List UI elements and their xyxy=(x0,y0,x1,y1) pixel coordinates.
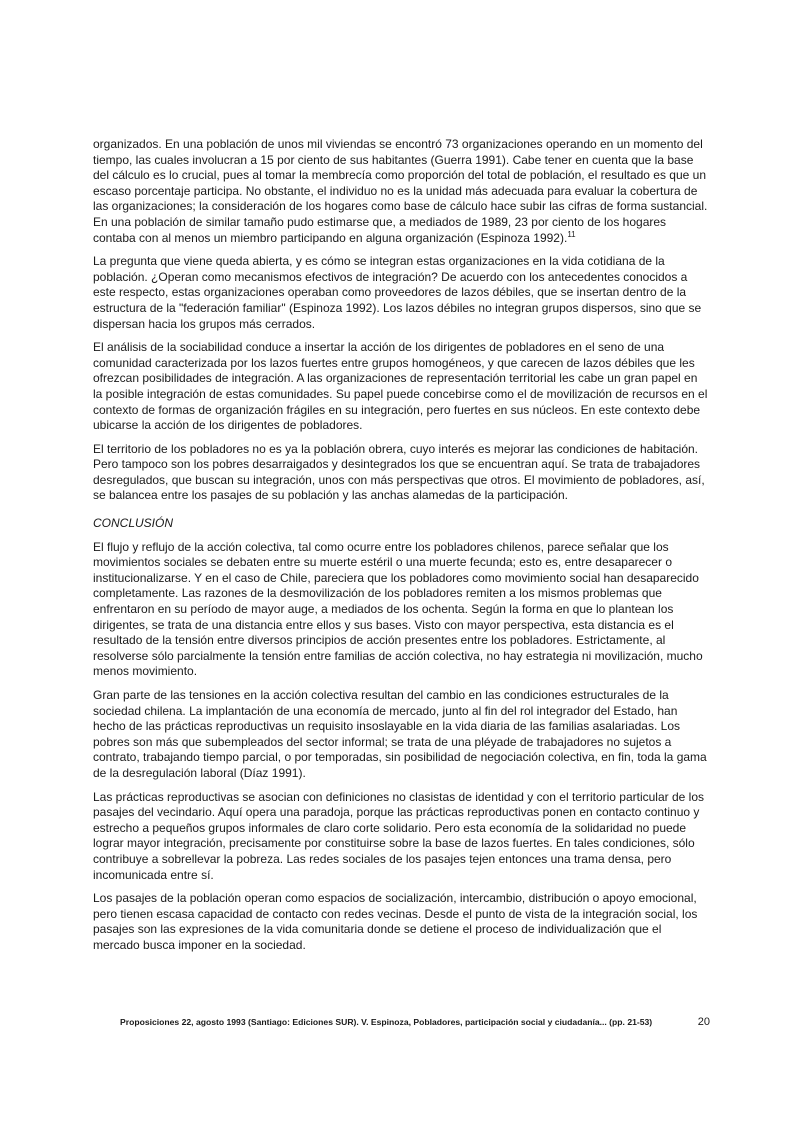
page-number: 20 xyxy=(697,1016,710,1028)
paragraph-2: La pregunta que viene queda abierta, y es cómo se integran estas organizaciones en la vida cotidiana de la población. ¿Operan como mecanismos efectivos de integración? De acuerdo con los antecedentes conocidos a este respecto, estas organizaciones operaban como proveedores de lazos débiles, que se insertan dentro de la estructura de la "federación familiar" (Espinoza 1992). Los lazos débiles no integran grupos dispersos, sino que se dispersan hacia los grupos más cerrados. xyxy=(93,254,702,331)
paragraph-8: Los pasajes de la población operan como espacios de socialización, intercambio, distribución o apoyo emocional, pero tienen escasa capacidad de contacto con redes vecinas. Desde el punto de vista de la integración social, los pasajes son las expresiones de la vida comunitaria donde se detiene el proceso de individualización que el mercado busca imponer en la sociedad. xyxy=(93,891,698,952)
paragraph-1 xyxy=(93,137,709,246)
section-heading: CONCLUSIÓN xyxy=(93,516,174,531)
footer-citation: Proposiciones 22, agosto 1993 (Santiago: Ediciones SUR). V. Espinoza, Pobladores, participación social y ciudadanía... (pp. 21-53) xyxy=(120,1017,653,1027)
document-body xyxy=(93,137,709,962)
paragraph-3: El análisis de la sociabilidad conduce a insertar la acción de los dirigentes de pobladores en el seno de una comunidad caracterizada por los lazos fuertes entre grupos homogéneos, y que carecen de lazos débiles que les ofrezcan posibilidades de integración. A las organizaciones de representación territorial les cabe un gran papel en la posible integración de estas comunidades. Su papel puede concebirse como el de movilización de recursos en el contexto de formas de organización frágiles en su integración, pero fuertes en sus núcleos. En este contexto debe ubicarse la acción de los dirigentes de pobladores. xyxy=(93,340,708,433)
paragraph-1-text: organizados. En una población de unos mil viviendas se encontró 73 organizaciones operando en un momento del tiempo, las cuales involucran a 15 por ciento de sus habitantes (Guerra 1991). Cabe tener en cuenta que la base del cálculo es lo crucial, pues al tomar la membrecía como proporción del total de población, el resultado es que un escaso porcentaje participa. No obstante, el individuo no es la unidad más adecuada para evaluar la cobertura de las organizaciones; la consideración de los hogares como base de cálculo hace subir las cifras de forma sustancial. En una población de similar tamaño pudo estimarse que, a mediados de 1989, 23 por ciento de los hogares contaba con al menos un miembro participando en alguna organización (Espinoza 1992). xyxy=(93,137,708,245)
footnote-marker: 11 xyxy=(567,229,576,239)
paragraph-4: El territorio de los pobladores no es ya la población obrera, cuyo interés es mejorar las condiciones de habitación. Pero tampoco son los pobres desarraigados y desintegrados los que se encuentran aquí. Se trata de trabajadores desregulados, que buscan su integración, unos con más perspectivas que otros. El movimiento de pobladores, así, se balancea entre los pasajes de su población y las anchas alamedas de la participación. xyxy=(93,441,705,503)
paragraph-6: Gran parte de las tensiones en la acción colectiva resultan del cambio en las condiciones estructurales de la sociedad chilena. La implantación de una economía de mercado, junto al fin del rol integrador del Estado, han hecho de las prácticas reproductivas un requisito insoslayable en la vida diaria de las familias asalariadas. Los pobres son más que subempleados del sector informal; se trata de una pléyade de trabajadores no sujetos a contrato, trabajando tiempo parcial, o por temporadas, sin posibilidad de negociación colectiva, en fin, toda la gama de la desregulación laboral (Díaz 1991). xyxy=(93,688,707,780)
page-footer xyxy=(120,1016,710,1028)
paragraph-7: Las prácticas reproductivas se asocian con definiciones no clasistas de identidad y con el territorio particular de los pasajes del vecindario. Aquí opera una paradoja, porque las prácticas reproductivas ponen en contacto continuo y estrecho a pequeños grupos informales de claro corte solidario. Pero esta economía de la solidaridad no puede lograr mayor integración, precisamente por constituirse sobre la base de lazos fuertes. En tales condiciones, sólo contribuye a sobrellevar la pobreza. Las redes sociales de los pasajes tejen entonces una trama densa, pero incomunicada entre sí. xyxy=(93,789,704,882)
paragraph-5: El flujo y reflujo de la acción colectiva, tal como ocurre entre los pobladores chilenos, parece señalar que los movimientos sociales se debaten entre su muerte estéril o una muerte fecunda; esto es, entre desaparecer o institucionalizarse. Y en el caso de Chile, pareciera que los pobladores como movimiento social han desaparecido completamente. Las razones de la desmovilización de los pobladores remiten a los mismos problemas que enfrentaron en su período de mayor auge, a mediados de los ochenta. Según la forma en que lo plantean los dirigentes, se trata de una distancia entre ellos y sus bases. Visto con mayor perspectiva, esta distancia es el resultado de la tensión entre diversos principios de acción presentes entre los pobladores. Estrictamente, al resolverse sólo parcialmente la tensión entre familias de acción colectiva, no hay estrategia ni movilización, mucho menos movimiento. xyxy=(93,539,703,679)
